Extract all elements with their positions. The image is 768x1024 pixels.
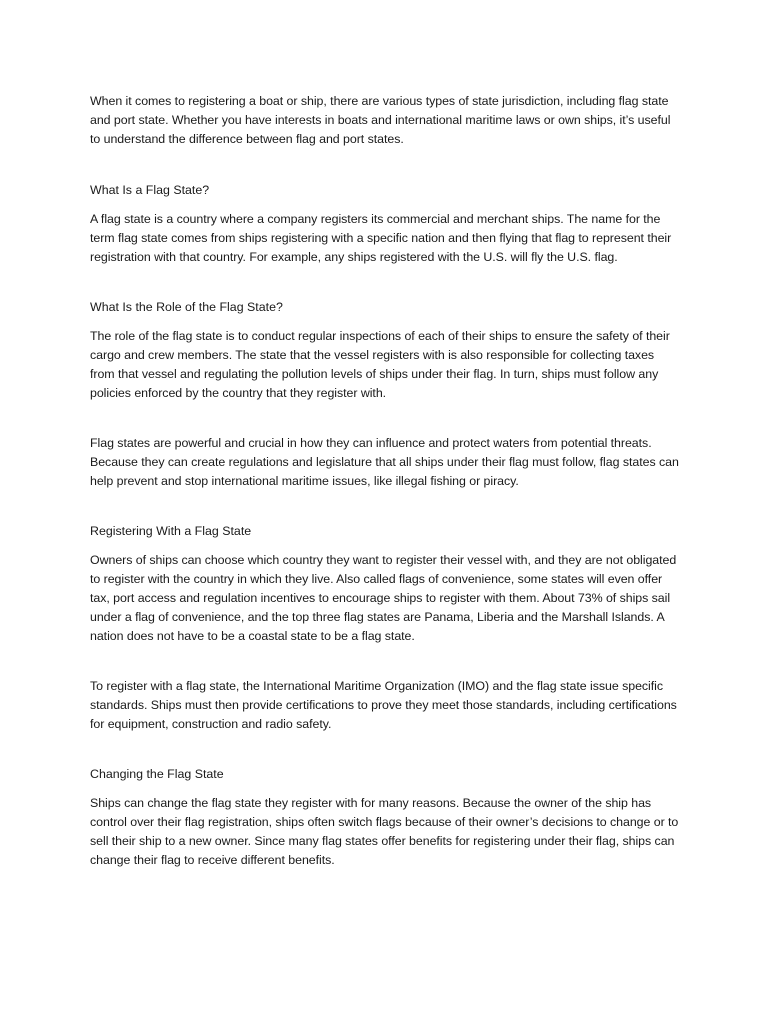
paragraph: Ships can change the flag state they register with for many reasons. Because the owner of the ship has control over their flag registration, ships often switch flags because of their owner’s decisions to change or to sell their ship to a new owner. Since many flag states offer benefits for registering under their flag, ships can change their flag to receive different benefits. (90, 796, 679, 867)
section-heading-role-of-flag-state: What Is the Role of the Flag State? (90, 300, 283, 314)
paragraph: Owners of ships can choose which country they want to register their vessel with, and they are not obligated to register with the country in which they live. Also called flags of convenience, some states will even offer tax, port access and regulation incentives to encourage ships to register with them. About 73% of ships sail under a flag of convenience, and the top three flag states are Panama, Liberia and the Marshall Islands. A nation does not have to be a coastal state to be a flag state. (90, 553, 677, 643)
paragraph: The role of the flag state is to conduct regular inspections of each of their ships to ensure the safety of their cargo and crew members. The state that the vessel registers with is also responsible for collecting taxes from that vessel and regulating the pollution levels of ships under their flag. In turn, ships must follow any policies enforced by the country that they register with. (90, 329, 670, 400)
section-heading-changing-flag-state: Changing the Flag State (90, 767, 224, 781)
paragraph: To register with a flag state, the International Maritime Organization (IMO) and the flag state issue specific standards. Ships must then provide certifications to prove they meet those standards, including certifications for equipment, construction and radio safety. (90, 679, 677, 731)
document-page (90, 92, 680, 870)
section-heading-registering: Registering With a Flag State (90, 524, 252, 538)
paragraph: Flag states are powerful and crucial in how they can influence and protect waters from potential threats. Because they can create regulations and legislature that all ships under their flag must follow, flag states can help prevent and stop international maritime issues, like illegal fishing or piracy. (90, 436, 679, 488)
section-heading-what-is-flag-state: What Is a Flag State? (90, 183, 210, 197)
intro-paragraph: When it comes to registering a boat or ship, there are various types of state jurisdiction, including flag state and port state. Whether you have interests in boats and international maritime laws or own ships, it’s useful to understand the difference between flag and port states. (90, 94, 671, 146)
paragraph: A flag state is a country where a company registers its commercial and merchant ships. The name for the term flag state comes from ships registering with a specific nation and then flying that flag to represent their registration with that country. For example, any ships registered with the U.S. will fly the U.S. flag. (90, 212, 672, 264)
